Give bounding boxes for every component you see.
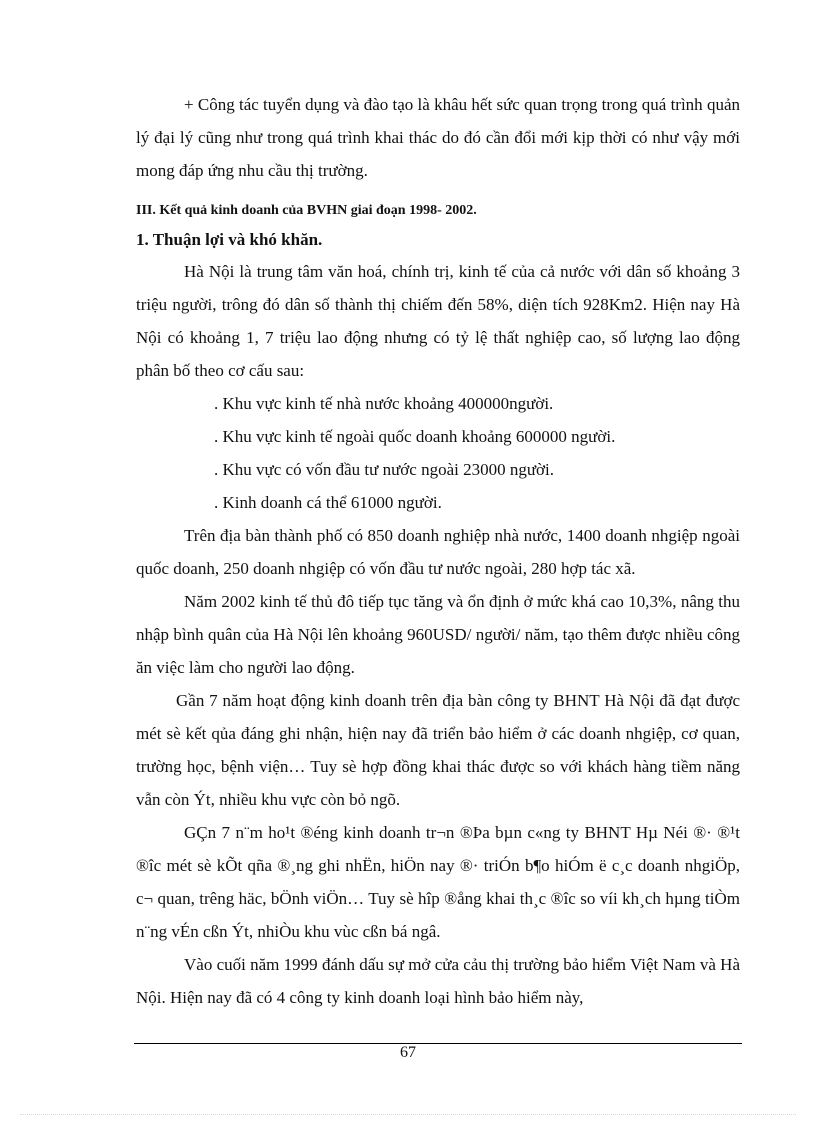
subsection-heading: 1. Thuận lợi và khó khăn. [136,230,323,249]
page-bottom-border [20,1114,796,1115]
paragraph-results-garbled: GÇn 7 n¨m ho¹t ®éng kinh doanh tr¬n ®Þa bµn c«ng ty BHNT Hµ Néi ®· ®¹t ®îc mét sè kÕt qña ®¸ng ghi nhËn, hiÖn nay ®· triÓn b¶o hiÓm ë c¸c doanh nhgiÖp, c¬ quan, trêng häc, bÖnh viÖn… Tuy sè hîp ®ång khai th¸c ®îc so víi kh¸ch hµng tiÒm n¨ng vÉn cßn Ýt, nhiÒu khu vùc cßn bá ngâ. [136,823,740,941]
section-heading: III. Kết quả kinh doanh của BVHN giai đoạn 1998- 2002. [136,203,477,218]
paragraph-enterprises: Trên địa bàn thành phố có 850 doanh nghiệp nhà nước, 1400 doanh nhgiệp ngoài quốc doanh, 250 doanh nhgiệp có vốn đầu tư nước ngoài, 280 hợp tác xã. [136,526,740,578]
list-item: . Kinh doanh cá thể 61000 người. [214,493,442,512]
page-number: 67 [400,1044,416,1061]
paragraph-hanoi-overview: Hà Nội là trung tâm văn hoá, chính trị, kinh tế của cả nước với dân số khoảng 3 triệu người, trông đó dân số thành thị chiếm đến 58%, diện tích 928Km2. Hiện nay Hà Nội có khoảng 1, 7 triệu lao động nhưng có tỷ lệ thất nghiệp cao, số lượng lao động phân bố theo cơ cấu sau: [136,262,740,380]
paragraph-results: Gần 7 năm hoạt động kinh doanh trên địa bàn công ty BHNT Hà Nội đã đạt được mét sè kết qủa đáng ghi nhận, hiện nay đã triển bảo hiểm ở các doanh nhgiệp, cơ quan, trường học, bệnh viện… Tuy sè hợp đồng khai thác được so với khách hàng tiềm năng vẫn còn Ýt, nhiều khu vực còn bỏ ngõ. [136,691,740,809]
list-item: . Khu vực có vốn đầu tư nước ngoài 23000 người. [214,460,555,479]
list-item: . Khu vực kinh tế ngoài quốc doanh khoảng 600000 người. [214,427,616,446]
body-text [136,88,740,1014]
paragraph-recruitment: + Công tác tuyển dụng và đào tạo là khâu hết sức quan trọng trong quá trình quản lý đại lý cũng như trong quá trình khai thác do đó cần đổi mới kịp thời có như vậy mới mong đáp ứng nhu cầu thị trường. [136,95,740,180]
list-item: . Khu vực kinh tế nhà nước khoảng 400000người. [214,394,554,413]
paragraph-market-opening: Vào cuối năm 1999 đánh dấu sự mở cửa cảu thị trường bảo hiểm Việt Nam và Hà Nội. Hiện nay đã có 4 công ty kinh doanh loại hình bảo hiểm này, [136,955,740,1007]
paragraph-economy-2002: Năm 2002 kinh tế thủ đô tiếp tục tăng và ổn định ở mức khá cao 10,3%, nâng thu nhập bình quân của Hà Nội lên khoảng 960USD/ người/ năm, tạo thêm được nhiều công ăn việc làm cho người lao động. [136,592,740,677]
